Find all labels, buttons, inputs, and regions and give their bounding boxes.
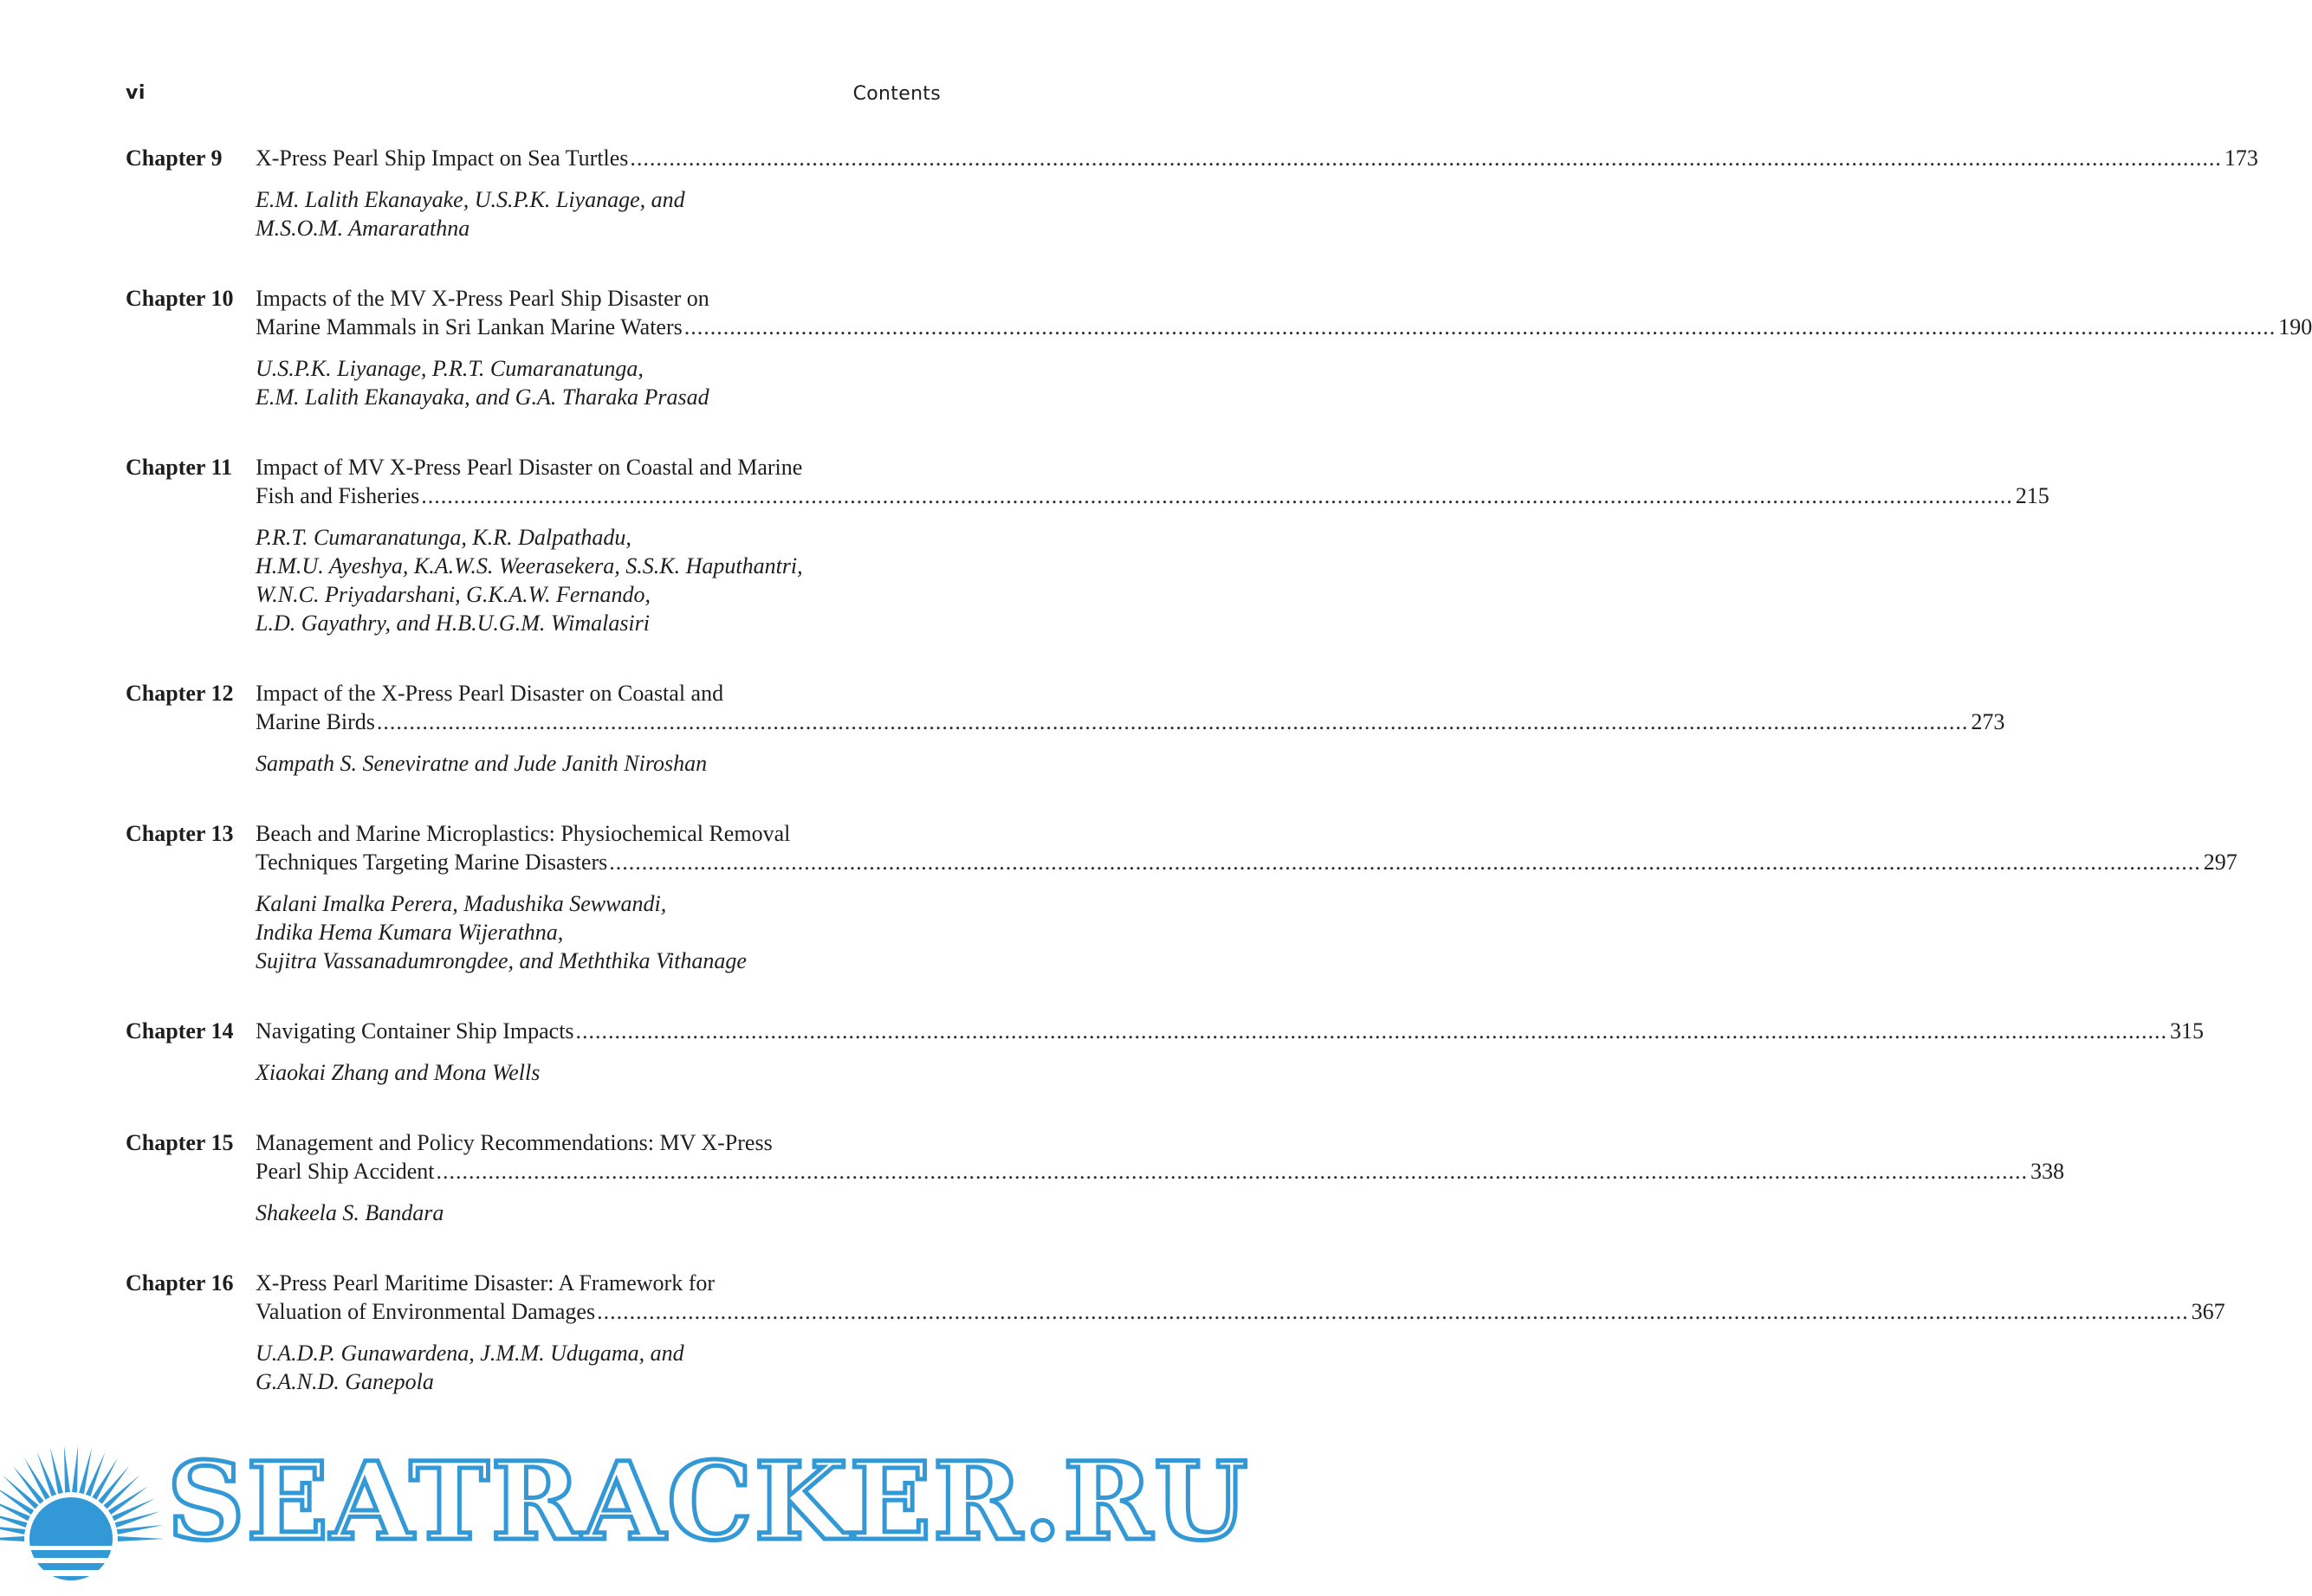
chapter-body bbox=[256, 819, 2238, 975]
chapter-title-line: Navigating Container Ship Impacts bbox=[256, 1018, 574, 1044]
author-line: U.S.P.K. Liyanage, P.R.T. Cumaranatunga, bbox=[256, 356, 644, 381]
chapter-authors bbox=[256, 523, 941, 637]
chapter-label: Chapter 16 bbox=[126, 1270, 234, 1296]
toc-entry bbox=[126, 819, 2238, 975]
chapter-title-line: Impact of the X-Press Pearl Disaster on Coastal and bbox=[256, 681, 724, 706]
author-line: U.A.D.P. Gunawardena, J.M.M. Udugama, and bbox=[256, 1341, 684, 1366]
watermark-text: SEATRACKER.RU bbox=[167, 1439, 1250, 1565]
chapter-title-line: Impacts of the MV X-Press Pearl Ship Disaster on bbox=[256, 286, 709, 311]
chapter-title-line: Marine Birds bbox=[256, 709, 375, 734]
chapter-title-line: Impact of MV X-Press Pearl Disaster on Coastal and Marine bbox=[256, 455, 803, 480]
chapter-authors bbox=[256, 1199, 941, 1227]
chapter-label: Chapter 14 bbox=[126, 1018, 234, 1044]
chapter-title-last-line bbox=[256, 1157, 2065, 1186]
dot-leader bbox=[597, 1297, 2189, 1326]
page-reference: 315 bbox=[2170, 1018, 2205, 1044]
toc-entry bbox=[126, 679, 2005, 778]
page-reference: 367 bbox=[2191, 1299, 2225, 1324]
author-line: Sujitra Vassanadumrongdee, and Meththika Vithanage bbox=[256, 948, 747, 973]
chapter-title-line: Valuation of Environmental Damages bbox=[256, 1299, 596, 1324]
chapter-body bbox=[256, 1017, 2205, 1087]
author-line: H.M.U. Ayeshya, K.A.W.S. Weerasekera, S.S.K. Haputhantri, bbox=[256, 553, 803, 578]
page-number: vi bbox=[126, 82, 146, 104]
chapter-title-line: X-Press Pearl Ship Impact on Sea Turtles bbox=[256, 145, 629, 171]
chapter-label: Chapter 9 bbox=[126, 145, 223, 171]
chapter-authors bbox=[256, 185, 941, 242]
chapter-title-line: X-Press Pearl Maritime Disaster: A Framework for bbox=[256, 1270, 716, 1296]
chapter-title-line: Management and Policy Recommendations: MV X-Press bbox=[256, 1130, 773, 1155]
author-line: W.N.C. Priyadarshani, G.K.A.W. Fernando, bbox=[256, 582, 651, 607]
chapter-body bbox=[256, 1269, 2225, 1396]
toc-entry bbox=[126, 1269, 2225, 1396]
chapter-title-line: Marine Mammals in Sri Lankan Marine Waters bbox=[256, 314, 683, 339]
chapter-title-last-line bbox=[256, 313, 2312, 341]
author-line: E.M. Lalith Ekanayake, U.S.P.K. Liyanage, and bbox=[256, 187, 685, 212]
toc-entry bbox=[126, 1128, 2065, 1227]
chapter-title-line: Pearl Ship Accident bbox=[256, 1159, 435, 1184]
author-line: Xiaokai Zhang and Mona Wells bbox=[256, 1060, 541, 1085]
dot-leader bbox=[630, 144, 2222, 172]
chapter-body bbox=[256, 453, 2050, 637]
dot-leader bbox=[437, 1157, 2029, 1186]
page-reference: 338 bbox=[2030, 1159, 2065, 1184]
chapter-title-last-line bbox=[256, 1297, 2225, 1326]
author-line: Indika Hema Kumara Wijerathna, bbox=[256, 920, 564, 945]
toc-entry bbox=[126, 1017, 2205, 1087]
chapter-label: Chapter 12 bbox=[126, 681, 234, 706]
chapter-title-last-line bbox=[256, 708, 2005, 736]
author-line: M.S.O.M. Amararathna bbox=[256, 216, 470, 241]
toc-entry bbox=[126, 284, 2312, 411]
chapter-authors bbox=[256, 889, 941, 975]
dot-leader bbox=[377, 708, 1969, 736]
toc-entry bbox=[126, 453, 2050, 637]
toc-entry bbox=[126, 144, 2258, 242]
chapter-label: Chapter 11 bbox=[126, 455, 233, 480]
author-line: Kalani Imalka Perera, Madushika Sewwandi, bbox=[256, 891, 667, 916]
chapter-label: Chapter 13 bbox=[126, 821, 234, 846]
page-reference: 173 bbox=[2224, 145, 2258, 171]
author-line: E.M. Lalith Ekanayaka, and G.A. Tharaka Prasad bbox=[256, 384, 709, 410]
author-line: P.R.T. Cumaranatunga, K.R. Dalpathadu, bbox=[256, 525, 631, 550]
chapter-title-last-line bbox=[256, 481, 2050, 510]
chapter-body bbox=[256, 1128, 2065, 1227]
dot-leader bbox=[421, 481, 2013, 510]
author-line: Sampath S. Seneviratne and Jude Janith Niroshan bbox=[256, 751, 708, 776]
page-reference: 297 bbox=[2203, 850, 2238, 875]
author-line: Shakeela S. Bandara bbox=[256, 1200, 444, 1225]
chapter-authors bbox=[256, 749, 941, 778]
page-reference: 190 bbox=[2278, 314, 2312, 339]
chapter-title-line: Beach and Marine Microplastics: Physiochemical Removal bbox=[256, 821, 791, 846]
chapter-body bbox=[256, 144, 2258, 242]
sun-icon bbox=[0, 1445, 165, 1589]
chapter-label: Chapter 15 bbox=[126, 1130, 234, 1155]
chapter-label: Chapter 10 bbox=[126, 286, 234, 311]
chapter-title-last-line bbox=[256, 144, 2258, 172]
chapter-title-last-line bbox=[256, 1017, 2205, 1045]
chapter-title-last-line bbox=[256, 848, 2238, 876]
chapter-body bbox=[256, 679, 2005, 778]
chapter-authors bbox=[256, 1339, 941, 1396]
page-reference: 273 bbox=[1971, 709, 2005, 734]
table-of-contents bbox=[126, 144, 2312, 1438]
chapter-title-line: Fish and Fisheries bbox=[256, 483, 420, 508]
author-line: L.D. Gayathry, and H.B.U.G.M. Wimalasiri bbox=[256, 611, 650, 636]
page-reference: 215 bbox=[2015, 483, 2050, 508]
running-head: Contents bbox=[852, 83, 941, 105]
chapter-authors bbox=[256, 354, 941, 411]
dot-leader bbox=[609, 848, 2201, 876]
chapter-authors bbox=[256, 1058, 941, 1087]
chapter-body bbox=[256, 284, 2312, 411]
chapter-title-line: Techniques Targeting Marine Disasters bbox=[256, 850, 608, 875]
dot-leader bbox=[684, 313, 2276, 341]
dot-leader bbox=[576, 1017, 2168, 1045]
author-line: G.A.N.D. Ganepola bbox=[256, 1369, 434, 1394]
